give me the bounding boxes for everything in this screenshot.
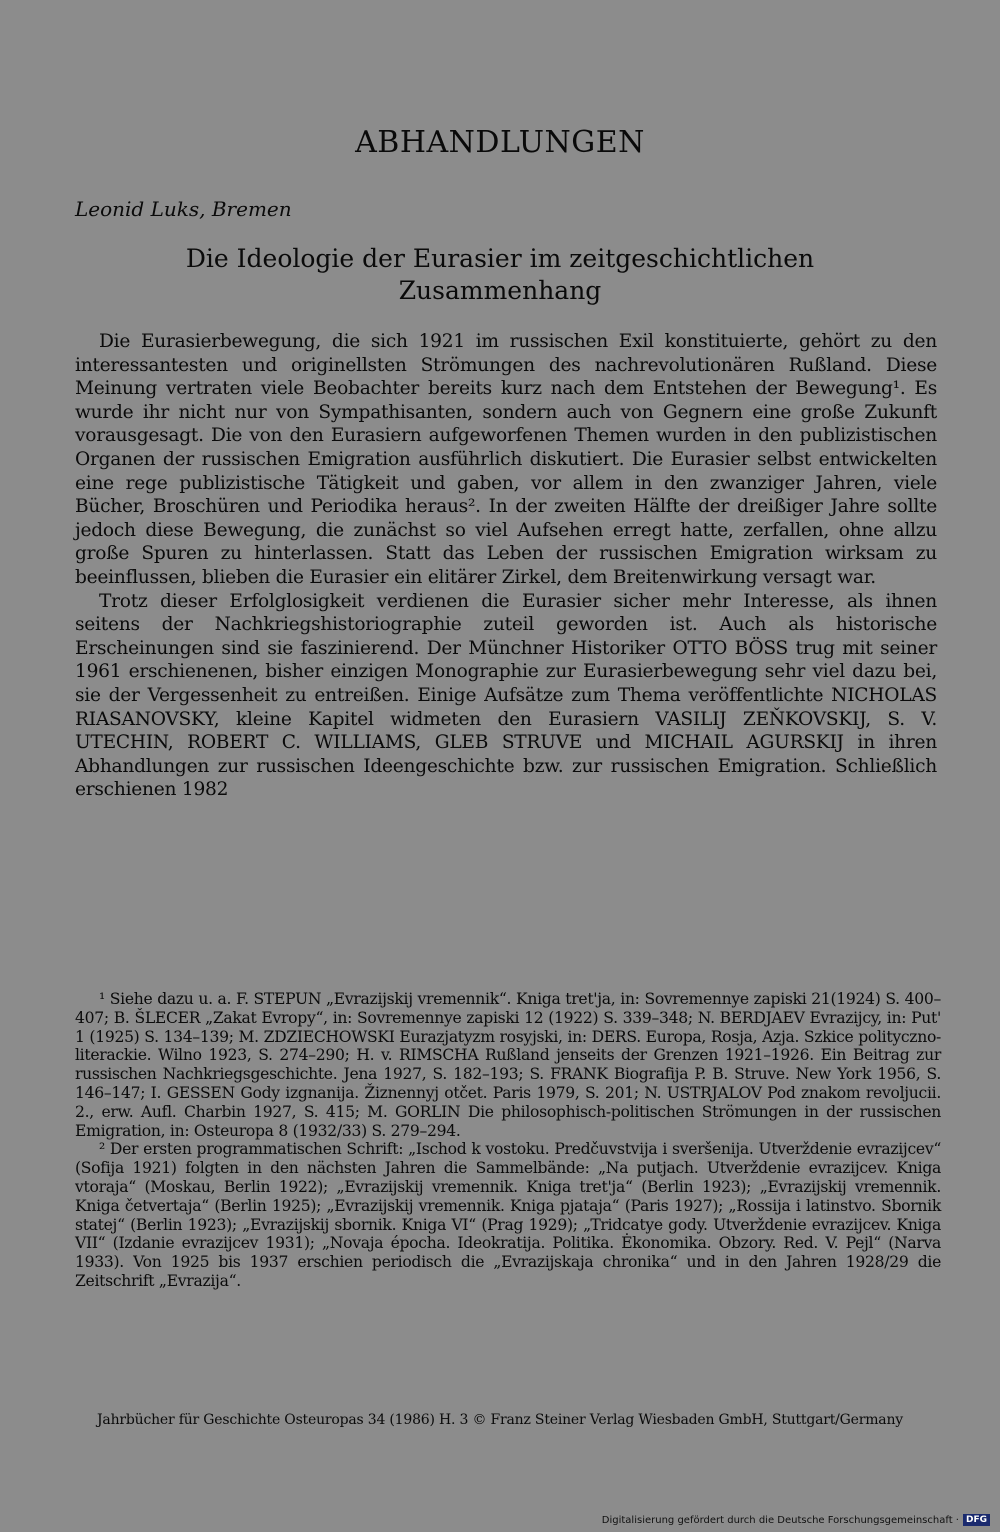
article-title-line-1: Die Ideologie der Eurasier im zeitgeschichtlichen	[185, 244, 815, 273]
article-title	[0, 243, 1000, 307]
dfg-credit	[602, 1514, 990, 1526]
body-paragraph-2: Trotz dieser Erfolglosigkeit verdienen die Eurasier sicher mehr Interesse, als ihnen seitens der Nachkriegshistoriographie zuteil geworden ist. Auch als historische Erscheinungen sind sie faszinierend. Der Münchner Historiker OTTO BÖSS trug mit seiner 1961 erschienenen, bisher einzigen Monographie zur Eurasierbewegung sehr viel dazu bei, sie der Vergessenheit zu entreißen. Einige Aufsätze zum Thema veröffentlichte NICHOLAS RIASANOVSKY, kleine Kapitel widmeten den Eurasiern VASILIJ ZEŇKOVSKIJ, S. V. UTECHIN, ROBERT C. WILLIAMS, GLEB STRUVE und MICHAIL AGURSKIJ in ihren Abhandlungen zur russischen Ideengeschichte bzw. zur russischen Emigration. Schließlich erschienen 1982	[75, 590, 937, 801]
body-text	[75, 330, 937, 802]
body-paragraph-1: Die Eurasierbewegung, die sich 1921 im russischen Exil konstituierte, gehört zu den interessantesten und originellsten Strömungen des nachrevolutionären Rußland. Diese Meinung vertraten viele Beobachter bereits kurz nach dem Entstehen der Bewegung¹. Es wurde ihr nicht nur von Sympathisanten, sondern auch von Gegnern eine große Zukunft vorausgesagt. Die von den Eurasiern aufgeworfenen Themen wurden in den publizistischen Organen der russischen Emigration ausführlich diskutiert. Die Eurasier selbst entwickelten eine rege publizistische Tätigkeit und gaben, vor allem in den zwanziger Jahren, viele Bücher, Broschüren und Periodika heraus². In der zweiten Hälfte der dreißiger Jahre sollte jedoch diese Bewegung, die zunächst so viel Aufsehen erregt hatte, zerfallen, ohne allzu große Spuren zu hinterlassen. Statt das Leben der russischen Emigration wirksam zu beeinflussen, blieben die Eurasier ein elitärer Zirkel, dem Breitenwirkung versagt war.	[75, 331, 937, 588]
footnotes	[75, 990, 941, 1291]
dfg-logo-icon: DFG	[963, 1514, 990, 1526]
dfg-credit-text: Digitalisierung gefördert durch die Deutsche Forschungsgemeinschaft ·	[601, 1514, 959, 1526]
footnote-2: ² Der ersten programmatischen Schrift: „Ischod k vostoku. Predčuvstvija i sveršenija. Utverždenie evrazijcev“ (Sofija 1921) folgten in den nächsten Jahren die Sammelbände: „Na putjach. Utverždenie evrazijcev. Kniga vtoraja“ (Moskau, Berlin 1922); „Evrazijskij vremennik. Kniga tret'ja“ (Berlin 1923); „Evrazijskij vremennik. Kniga četvertaja“ (Berlin 1925); „Evrazijskij vremennik. Kniga pjataja“ (Paris 1927); „Rossija i latinstvo. Sbornik statej“ (Berlin 1923); „Evrazijskij sbornik. Kniga VI“ (Prag 1929); „Tridcatye gody. Utverždenie evrazijcev. Kniga VII“ (Izdanie evrazijcev 1931); „Novaja époсha. Ideokratija. Politika. Ėkonomika. Obzory. Red. V. Pejl“ (Narva 1933). Von 1925 bis 1937 erschien periodisch die „Evrazijskaja chronika“ und in den Jahren 1928/29 die Zeitschrift „Evrazija“.	[75, 1140, 941, 1290]
section-title: ABHANDLUNGEN	[355, 125, 645, 160]
footnote-1: ¹ Siehe dazu u. a. F. STEPUN „Evrazijskij vremennik“. Kniga tret'ja, in: Sovremennye zapiski 21(1924) S. 400–407; B. ŠLECER „Zakat Evropy“, in: Sovremennye zapiski 12 (1922) S. 339–348; N. BERDJAEV Evrazijcy, in: Put' 1 (1925) S. 134–139; M. ZDZIECHOWSKI Eurazjatyzm rosyjski, in: DERS. Europa, Rosja, Azja. Szkice polityczno-literackie. Wilno 1923, S. 274–290; H. v. RIMSCHA Rußland jenseits der Grenzen 1921–1926. Ein Beitrag zur russischen Nachkriegsgeschichte. Jena 1927, S. 182–193; S. FRANK Biografija P. B. Struve. New York 1956, S. 146–147; I. GESSEN Gody izgnanija. Žiznennyj otčet. Paris 1979, S. 201; N. USTRJALOV Pod znakom revoljucii. 2., erw. Aufl. Charbin 1927, S. 415; M. GORLIN Die philosophisch-politischen Strömungen in der russischen Emigration, in: Osteuropa 8 (1932/33) S. 279–294.	[75, 990, 941, 1140]
article-title-line-2: Zusammenhang	[398, 276, 602, 305]
journal-citation-footer: Jahrbücher für Geschichte Osteuropas 34 (1986) H. 3 © Franz Steiner Verlag Wiesbaden GmbH, Stuttgart/Germany	[97, 1412, 903, 1428]
author-line: Leonid Luks, Bremen	[75, 197, 292, 221]
